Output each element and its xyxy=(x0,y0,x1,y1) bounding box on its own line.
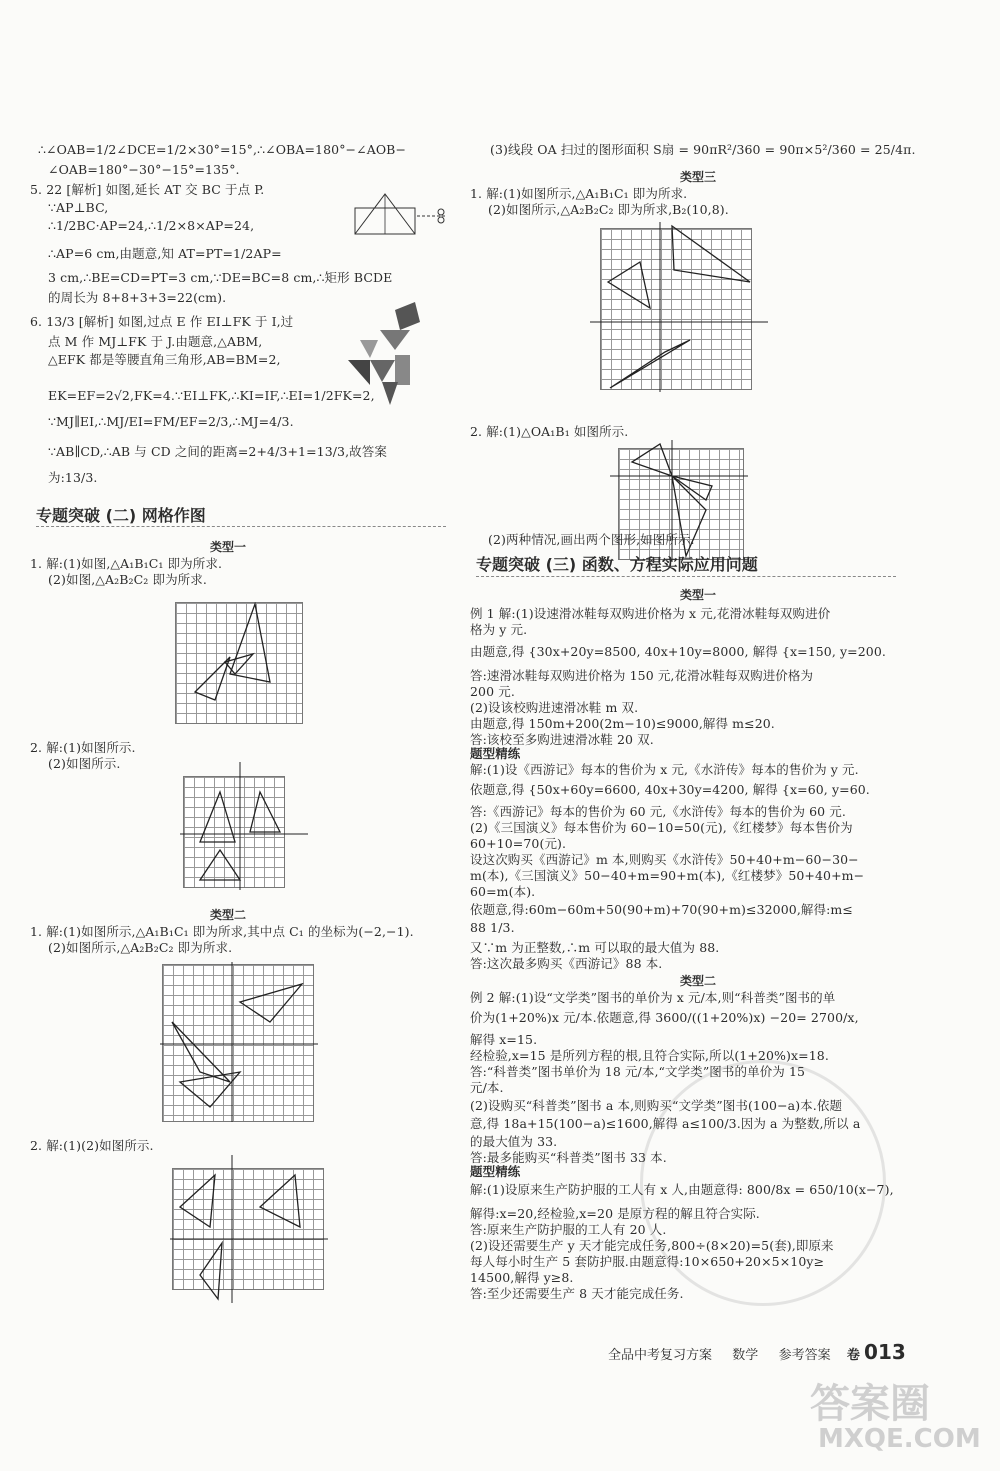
answer-line: ∵AB∥CD,∴AB 与 CD 之间的距离=2+4/3+1=13/3,故答案 xyxy=(48,444,387,459)
grid-figure-1-shapes xyxy=(175,602,303,724)
answer-line: 意,得 18a+15(100−a)≤1600,解得 a≤100/3.因为 a 为整数,所以 a xyxy=(470,1116,861,1131)
answer-line: 60=m(本). xyxy=(470,884,536,899)
answer-line: 200 元. xyxy=(470,684,515,699)
type-label: 类型一 xyxy=(680,588,717,602)
answer-line: 5. 22 [解析] 如图,延长 AT 交 BC 于点 P. xyxy=(30,182,265,197)
answer-line: ∴AP=6 cm,由题意,知 AT=PT=1/2AP= xyxy=(48,246,282,261)
answer-line: ∠OAB=180°−30°−15°=135°. xyxy=(48,162,240,177)
answer-line: 答:至少还需要生产 8 天才能完成任务. xyxy=(470,1286,684,1301)
answer-line: 元/本. xyxy=(470,1080,504,1095)
practice-label: 题型精练 xyxy=(470,1164,521,1179)
answer-line: 2. 解:(1)△OA₁B₁ 如图所示. xyxy=(470,424,629,439)
answer-line: 答:《西游记》每本的售价为 60 元,《水浒传》每本的售价为 60 元. xyxy=(470,804,846,819)
page-footer xyxy=(608,1340,906,1364)
answer-line: 点 M 作 MJ⊥FK 于 J.由题意,△ABM, xyxy=(48,334,263,349)
answer-line: 格为 y 元. xyxy=(470,622,528,637)
watermark-site: MXQE.COM xyxy=(818,1424,981,1454)
answer-line: (2)设购买“科普类”图书 a 本,则购买“文学类”图书(100−a)本.依题 xyxy=(470,1098,843,1113)
answer-line: (2)两种情况,画出两个图形,如图所示. xyxy=(488,532,695,547)
section-title-grid: 专题突破 (二) 网格作图 xyxy=(36,506,206,525)
answer-line: (2)如图所示,△A₂B₂C₂ 即为所求,B₂(10,8). xyxy=(488,202,729,217)
answer-line: 依题意,得:60m−60m+50(90+m)+70(90+m)≤32000,解得:m≤ xyxy=(470,902,853,917)
answer-line: 1. 解:(1)如图所示,△A₁B₁C₁ 即为所求. xyxy=(470,186,688,201)
answer-line: (2)设该校购进速滑冰鞋 m 双. xyxy=(470,700,639,715)
type-label: 类型二 xyxy=(680,974,717,988)
grid-figure-3-shapes xyxy=(160,962,320,1124)
type-label: 类型一 xyxy=(210,540,247,554)
answer-line: 答:这次最多购买《西游记》88 本. xyxy=(470,956,663,971)
answer-line: 由题意,得 {30x+20y=8500, 40x+10y=8000, 解得 {x=150, y=200. xyxy=(470,644,886,659)
answer-line: 答:最多能购买“科普类”图书 33 本. xyxy=(470,1150,667,1165)
answer-line: 例 1 解:(1)设速滑冰鞋每双购进价格为 x 元,花滑冰鞋每双购进价 xyxy=(470,606,831,621)
answer-line: ∵MJ∥EI,∴MJ/EI=FM/EF=2/3,∴MJ=4/3. xyxy=(48,414,294,429)
answer-line: 答:原来生产防护服的工人有 20 人. xyxy=(470,1222,667,1237)
answer-line: 解得 x=15. xyxy=(470,1032,538,1047)
practice-label: 题型精练 xyxy=(470,746,521,761)
answer-line: 经检验,x=15 是所列方程的根,且符合实际,所以(1+20%)x=18. xyxy=(470,1048,829,1063)
footer-subject: 数学 xyxy=(732,1348,759,1363)
answer-line: 由题意,得 150m+200(2m−10)≤9000,解得 m≤20. xyxy=(470,716,775,731)
answer-line: 的周长为 8+8+3+3=22(cm). xyxy=(48,290,227,305)
answer-line: (2)设还需要生产 y 天才能完成任务,800÷(8×20)=5(套),即原来 xyxy=(470,1238,834,1253)
type-label: 类型二 xyxy=(210,908,247,922)
answer-line: 为:13/3. xyxy=(48,470,98,485)
page-number: 013 xyxy=(864,1340,906,1364)
answer-line: 14500,解得 y≥8. xyxy=(470,1270,574,1285)
watermark-brand: 答案圈 xyxy=(810,1381,930,1427)
answer-line: 2. 解:(1)(2)如图所示. xyxy=(30,1138,154,1153)
section-title-functions: 专题突破 (三) 函数、方程实际应用问题 xyxy=(476,555,758,574)
answer-line: 88 1/3. xyxy=(470,920,515,935)
footer-volume: 卷 xyxy=(846,1348,860,1363)
figure-rectangle-triangle xyxy=(345,190,455,250)
answer-line: (2)如图,△A₂B₂C₂ 即为所求. xyxy=(48,572,207,587)
answer-line: (2)如图所示. xyxy=(48,756,121,771)
footer-section: 参考答案 xyxy=(778,1348,831,1363)
answer-line: (3)线段 OA 扫过的图形面积 S扇 = 90πR²/360 = 90π×5²/360 = 25/4π. xyxy=(490,142,916,157)
answer-line: ∴∠OAB=1/2∠DCE=1/2×30°=15°,∴∠OBA=180°−∠AOB− xyxy=(38,142,407,157)
answer-line: 解:(1)设《西游记》每本的售价为 x 元,《水浒传》每本的售价为 y 元. xyxy=(470,762,859,777)
grid-figure-5-shapes xyxy=(590,222,770,394)
footer-book-title: 全品中考复习方案 xyxy=(608,1348,713,1363)
answer-line: 解得:x=20,经检验,x=20 是原方程的解且符合实际. xyxy=(470,1206,760,1221)
answer-line: 依题意,得 {50x+60y=6600, 40x+30y=4200, 解得 {x=60, y=60. xyxy=(470,782,870,797)
type-label: 类型三 xyxy=(680,170,717,184)
answer-line: 1. 解:(1)如图,△A₁B₁C₁ 即为所求. xyxy=(30,556,223,571)
grid-figure-4-shapes xyxy=(170,1155,330,1305)
answer-line: m(本),《三国演义》50−40+m=90+m(本),《红楼梦》50+40+m− xyxy=(470,868,865,883)
answer-line: ∵AP⊥BC, xyxy=(48,200,109,215)
answer-line: ∴1/2BC·AP=24,∴1/2×8×AP=24, xyxy=(48,218,255,233)
answer-line: 2. 解:(1)如图所示. xyxy=(30,740,136,755)
answer-line: 答:“科普类”图书单价为 18 元/本,“文学类”图书的单价为 15 xyxy=(470,1064,806,1079)
answer-line: 60+10=70(元). xyxy=(470,836,567,851)
answer-line: 的最大值为 33. xyxy=(470,1134,558,1149)
answer-line: (2)如图所示,△A₂B₂C₂ 即为所求. xyxy=(48,940,233,955)
figure-tangram xyxy=(340,300,450,410)
answer-line: 又∵m 为正整数,∴m 可以取的最大值为 88. xyxy=(470,940,720,955)
section-divider xyxy=(476,576,896,577)
section-divider xyxy=(36,526,446,527)
answer-line: 6. 13/3 [解析] 如图,过点 E 作 EI⊥FK 于 I,过 xyxy=(30,314,294,329)
answer-line: 答:速滑冰鞋每双购进价格为 150 元,花滑冰鞋每双购进价格为 xyxy=(470,668,814,683)
answer-line: 例 2 解:(1)设“文学类”图书的单价为 x 元/本,则“科普类”图书的单 xyxy=(470,990,836,1005)
answer-line: 价为(1+20%)x 元/本.依题意,得 3600/((1+20%)x) −20= 2700/x, xyxy=(470,1010,859,1025)
grid-figure-2-shapes xyxy=(180,762,310,892)
stamp-seal xyxy=(640,1060,886,1306)
answer-line: 设这次购买《西游记》m 本,则购买《水浒传》50+40+m−60−30− xyxy=(470,852,859,867)
answer-line: 每人每小时生产 5 套防护服.由题意得:10×650+20×5×10y≥ xyxy=(470,1254,825,1269)
answer-line: △EFK 都是等腰直角三角形,AB=BM=2, xyxy=(48,352,281,367)
answer-line: 1. 解:(1)如图所示,△A₁B₁C₁ 即为所求,其中点 C₁ 的坐标为(−2,−1). xyxy=(30,924,414,939)
answer-line: EK=EF=2√2,FK=4.∵EI⊥FK,∴KI=IF,∴EI=1/2FK=2, xyxy=(48,388,375,403)
answer-line: 3 cm,∴BE=CD=PT=3 cm,∵DE=BC=8 cm,∴矩形 BCDE xyxy=(48,270,393,285)
answer-line: (2)《三国演义》每本售价为 60−10=50(元),《红楼梦》每本售价为 xyxy=(470,820,853,835)
answer-line: 答:该校至多购进速滑冰鞋 20 双. xyxy=(470,732,654,747)
answer-line: 解:(1)设原来生产防护服的工人有 x 人,由题意得: 800/8x = 650/10(x−7), xyxy=(470,1182,894,1197)
